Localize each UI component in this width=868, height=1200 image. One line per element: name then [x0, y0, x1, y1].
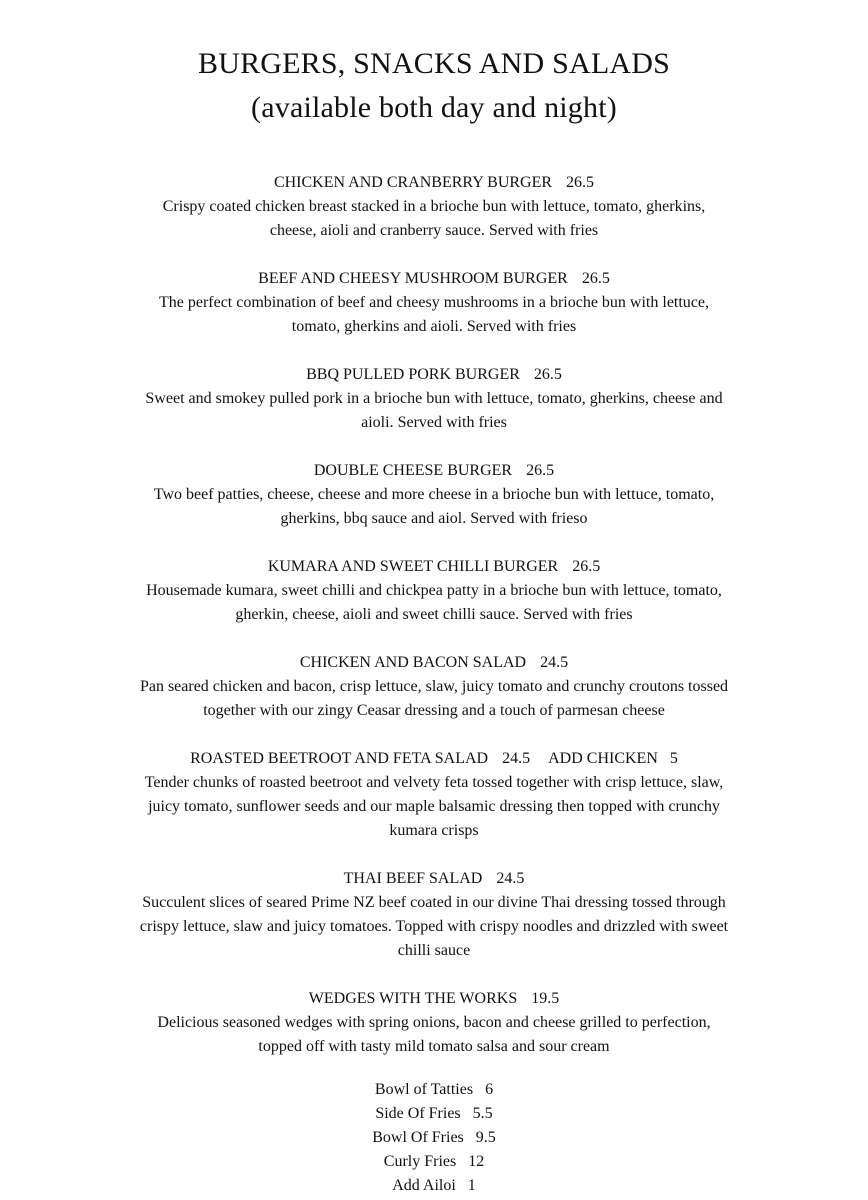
side-item-price: 5.5	[472, 1105, 493, 1122]
menu-item-description-line: cheese, aioli and cranberry sauce. Served with fries	[269, 222, 599, 239]
side-item	[0, 1174, 868, 1198]
menu-item-name: ROASTED BEETROOT AND FETA SALAD	[190, 750, 489, 767]
menu-item	[0, 867, 868, 963]
menu-item-description-line: The perfect combination of beef and cheesy mushrooms in a brioche bun with lettuce,	[158, 294, 710, 311]
menu-item-description-line: Succulent slices of seared Prime NZ beef coated in our divine Thai dressing tossed through	[142, 894, 726, 911]
menu-item-heading	[0, 867, 868, 891]
side-item-name: Curly Fries	[383, 1153, 457, 1170]
menu-item-name: WEDGES WITH THE WORKS	[308, 990, 518, 1007]
menu-item-description-line: aioli. Served with fries	[361, 414, 507, 431]
menu-item-description-line: Sweet and smokey pulled pork in a brioche bun with lettuce, tomato, gherkins, cheese and	[145, 390, 723, 407]
menu-item-description-line: gherkins, bbq sauce and aiol. Served with frieso	[280, 510, 588, 527]
menu-item-heading	[0, 987, 868, 1011]
side-item-name: Bowl of Tatties	[374, 1081, 474, 1098]
side-item	[0, 1078, 868, 1102]
menu-item-name: KUMARA AND SWEET CHILLI BURGER	[267, 558, 559, 575]
menu-item-description	[0, 675, 868, 723]
menu-item-price: 24.5	[496, 870, 525, 887]
menu-item-heading	[0, 171, 868, 195]
menu-item-description-line: together with our zingy Ceasar dressing and a touch of parmesan cheese	[203, 702, 665, 719]
side-item-price: 12	[468, 1153, 485, 1170]
menu-item-price: 26.5	[526, 462, 555, 479]
menu-items	[0, 171, 868, 1083]
side-item-name: Bowl Of Fries	[372, 1129, 464, 1146]
menu-item-description-line: gherkin, cheese, aioli and sweet chilli sauce. Served with fries	[235, 606, 633, 623]
menu-item	[0, 987, 868, 1059]
menu-item-description	[0, 1011, 868, 1059]
menu-item-name: THAI BEEF SALAD	[343, 870, 483, 887]
menu-item-description	[0, 771, 868, 843]
menu-item-description-line: tomato, gherkins and aioli. Served with fries	[291, 318, 577, 335]
menu-item-heading	[0, 747, 868, 771]
menu-item-description-line: Two beef patties, cheese, cheese and more cheese in a brioche bun with lettuce, tomato,	[153, 486, 715, 503]
menu-item-description	[0, 387, 868, 435]
sides-list	[0, 1078, 868, 1198]
menu-title-line-2: (available both day and night)	[251, 91, 617, 124]
menu-item	[0, 363, 868, 435]
menu-item-name: BBQ PULLED PORK BURGER	[306, 366, 520, 383]
side-item-price: 1	[467, 1177, 476, 1194]
menu-item-description	[0, 291, 868, 339]
menu-item-price: 26.5	[572, 558, 601, 575]
side-item-name: Side Of Fries	[375, 1105, 461, 1122]
menu-item-heading	[0, 555, 868, 579]
menu-item-price: 26.5	[533, 366, 562, 383]
menu-item-heading	[0, 267, 868, 291]
menu-title	[0, 42, 868, 130]
menu-item-description-line: juicy tomato, sunflower seeds and our maple balsamic dressing then topped with crunchy	[148, 798, 720, 815]
menu-item-description-line: kumara crisps	[389, 822, 479, 839]
menu-item	[0, 267, 868, 339]
menu-item-description	[0, 483, 868, 531]
menu-item-heading	[0, 651, 868, 675]
menu-item	[0, 555, 868, 627]
menu-item-description	[0, 195, 868, 243]
menu-item-name: CHICKEN AND CRANBERRY BURGER	[273, 174, 553, 191]
menu-item-description-line: crispy lettuce, slaw and juicy tomatoes. Topped with crispy noodles and drizzled with sweet	[139, 918, 729, 935]
menu-item-description-line: Pan seared chicken and bacon, crisp lettuce, slaw, juicy tomato and crunchy croutons tossed	[139, 678, 729, 695]
menu-item	[0, 459, 868, 531]
menu-item-name: CHICKEN AND BACON SALAD	[299, 654, 527, 671]
side-item-price: 6	[485, 1081, 494, 1098]
menu-item-price: 24.5	[502, 750, 531, 767]
menu-item-name: BEEF AND CHEESY MUSHROOM BURGER	[258, 270, 568, 287]
menu-item-description-line: Housemade kumara, sweet chilli and chickpea patty in a brioche bun with lettuce, tomato,	[146, 582, 722, 599]
menu-item-description	[0, 579, 868, 627]
menu-item-description-line: topped off with tasty mild tomato salsa and sour cream	[258, 1038, 610, 1055]
menu-item	[0, 651, 868, 723]
side-item	[0, 1126, 868, 1150]
menu-item-description-line: chilli sauce	[397, 942, 471, 959]
menu-item-price: 26.5	[566, 174, 595, 191]
menu-item-heading	[0, 459, 868, 483]
menu-item-price: 19.5	[531, 990, 560, 1007]
menu-item-price: 26.5	[581, 270, 610, 287]
menu-item	[0, 747, 868, 843]
menu-title-line-1: BURGERS, SNACKS AND SALADS	[198, 47, 670, 80]
menu-item-description	[0, 891, 868, 963]
menu-item-price: 24.5	[540, 654, 569, 671]
menu-item-description-line: Crispy coated chicken breast stacked in a brioche bun with lettuce, tomato, gherkins,	[162, 198, 706, 215]
side-item-price: 9.5	[475, 1129, 496, 1146]
menu-item-heading	[0, 363, 868, 387]
side-item	[0, 1102, 868, 1126]
menu-item-name: DOUBLE CHEESE BURGER	[313, 462, 513, 479]
menu-item	[0, 171, 868, 243]
side-item-name: Add Ailoi	[392, 1177, 456, 1194]
side-item	[0, 1150, 868, 1174]
menu-item-description-line: Delicious seasoned wedges with spring onions, bacon and cheese grilled to perfection,	[157, 1014, 711, 1031]
menu-item-addon-price: 5	[669, 750, 678, 767]
menu-item-description-line: Tender chunks of roasted beetroot and velvety feta tossed together with crisp lettuce, slaw,	[144, 774, 724, 791]
menu-item-addon-label: ADD CHICKEN	[548, 750, 658, 767]
